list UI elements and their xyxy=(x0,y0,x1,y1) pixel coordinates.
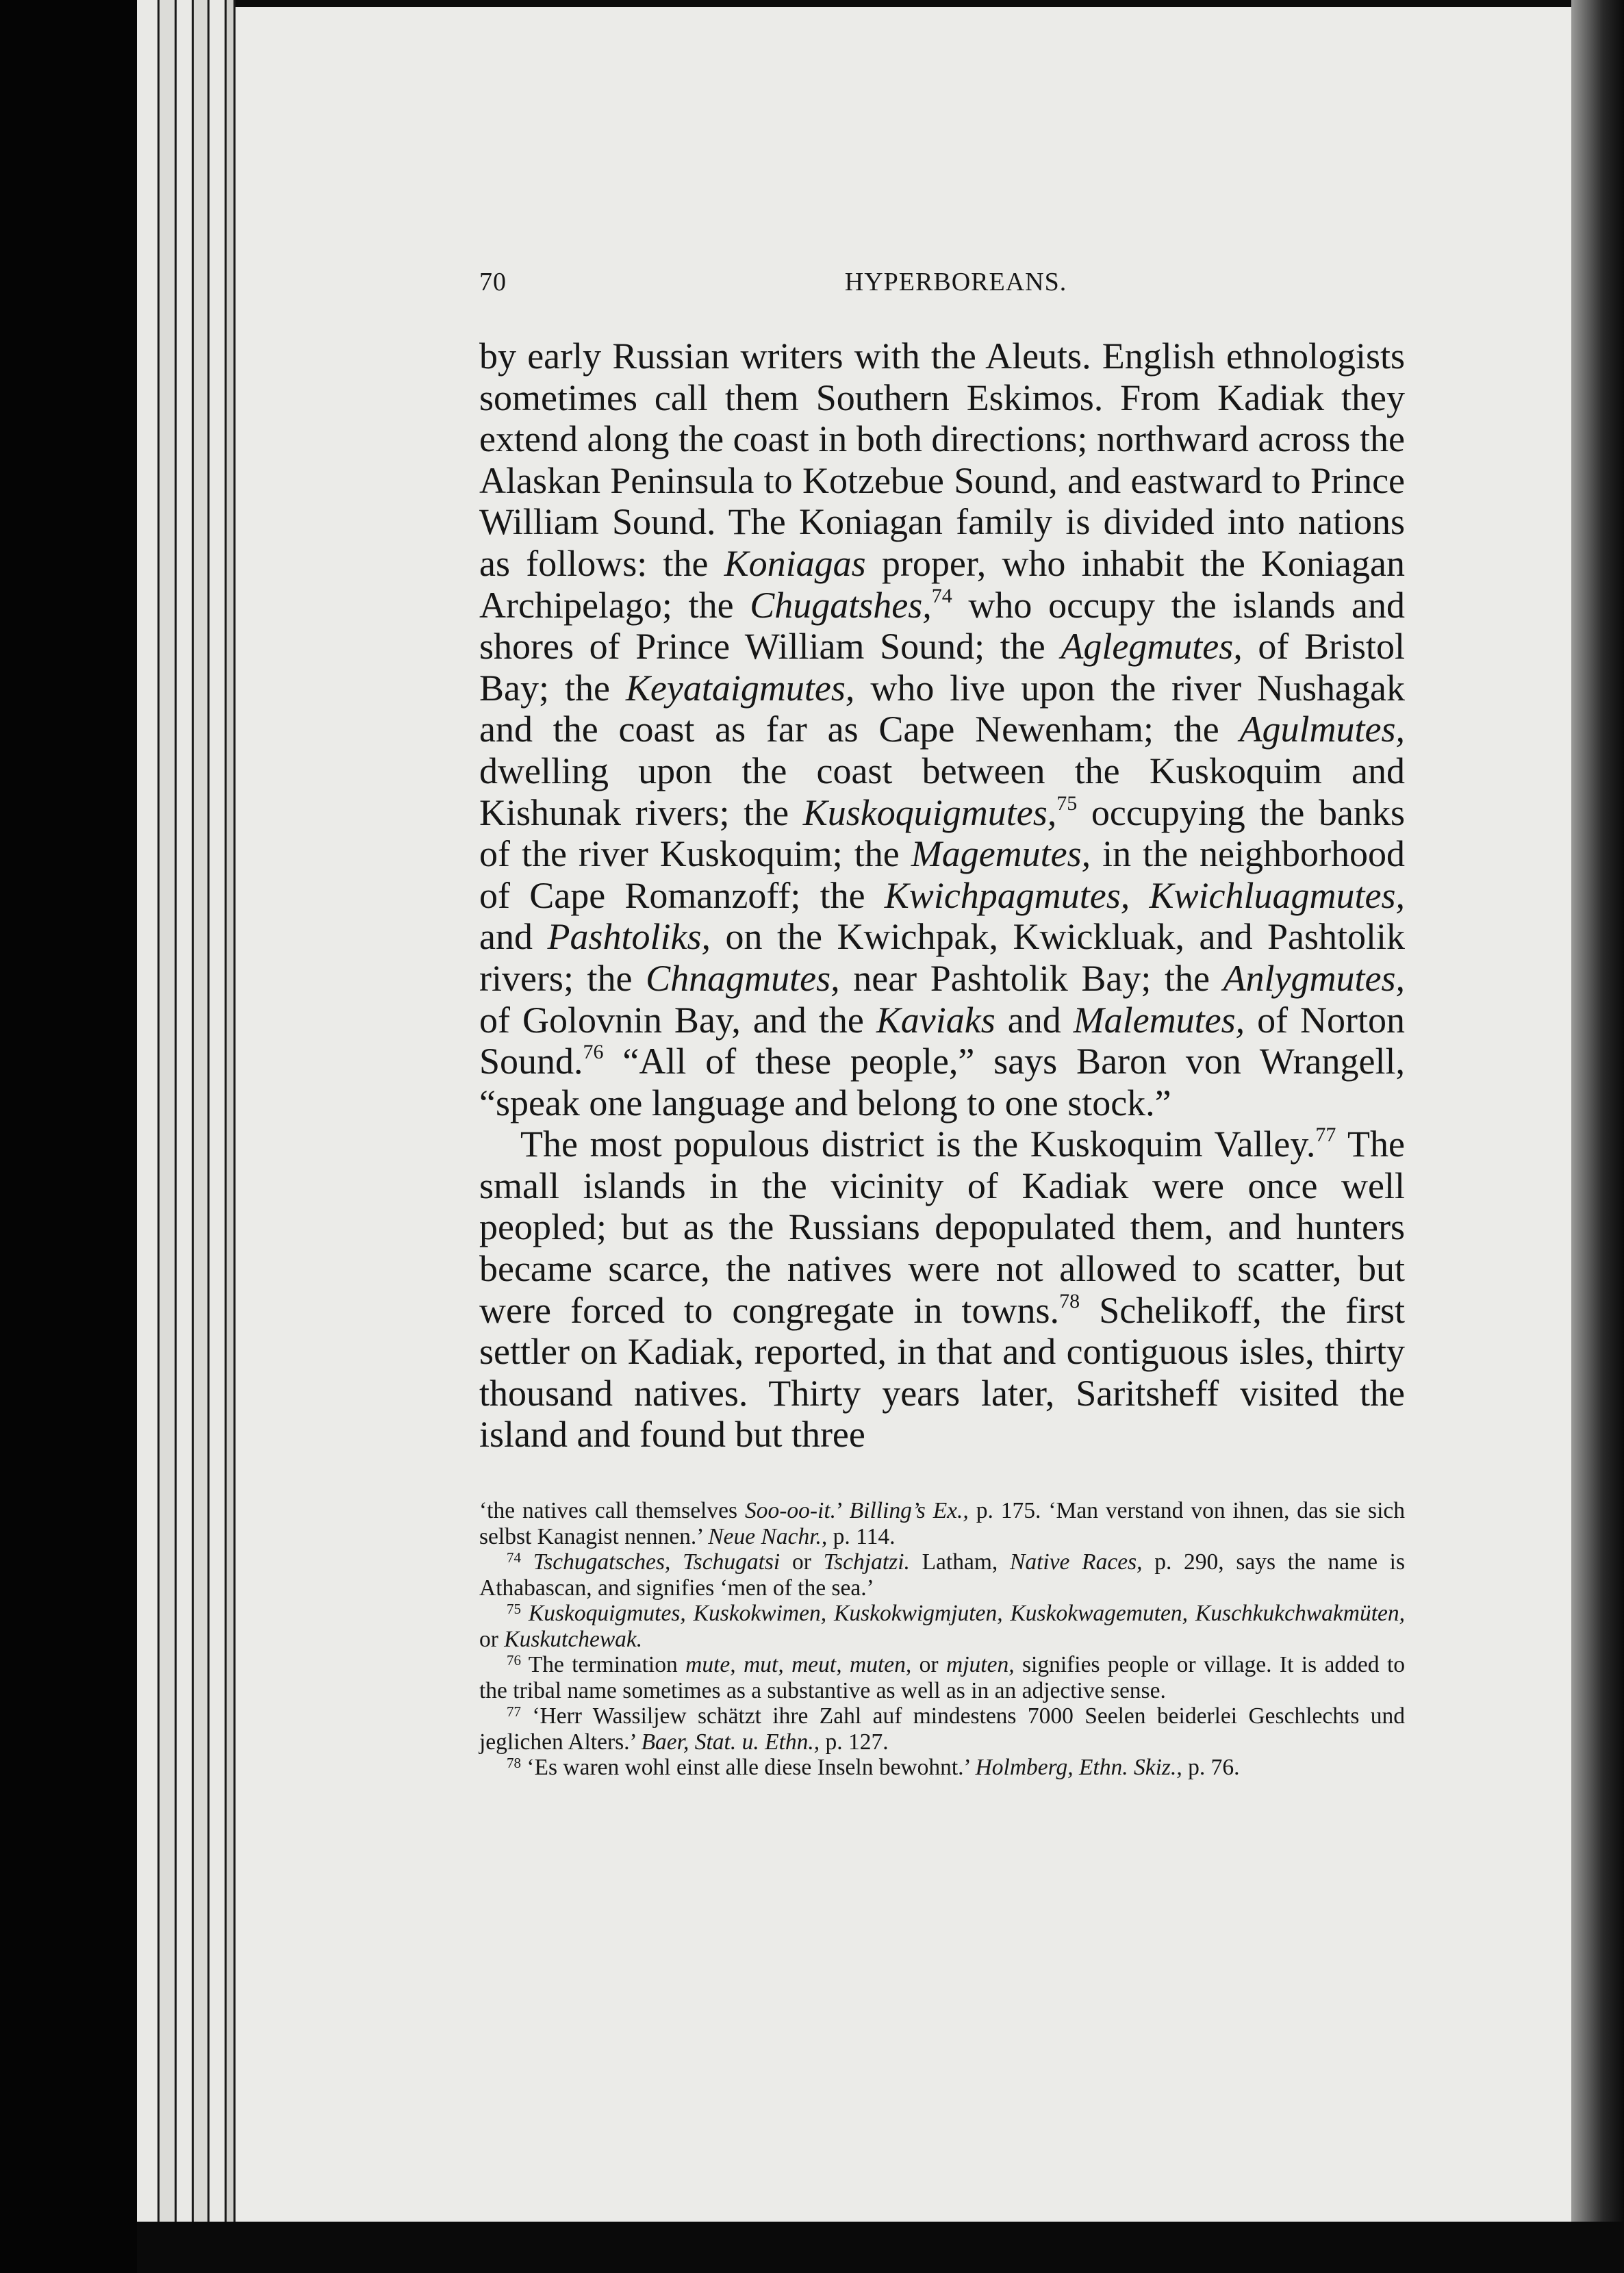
footnote-74: $^{74}$ Tschugatsches, Tschugatsi or Tschjatzi. Latham, Native Races, p. 290, says the name is Athabascan, and signifies ‘men of the sea.’ xyxy=(479,1549,1406,1601)
scan-left-border xyxy=(0,0,137,2273)
page-edge xyxy=(227,0,236,2252)
running-head xyxy=(479,267,1405,315)
footnote-ref: 77 xyxy=(1315,1123,1336,1147)
footnote-77: $^{77}$ ‘Herr Wassiljew schätzt ihre Zahl auf mindestens 7000 Seelen beiderlei Geschlechts und jeglichen Alters.’ Baer, Stat. u. Ethn., p. 127. xyxy=(479,1703,1405,1755)
paragraph: The most populous district is the Kuskoquim Valley.$^{77}$ The small islands in the vicinity of Kadiak were once well peopled; but as the Russians depopulated them, and hunters became scarce, the natives were not allowed to scatter, but were forced to congregate in towns.$^{78}$ Schelikoff, the first settler on Kadiak, reported, in that and contiguous isles, thirty thousand natives. Thirty years later, Saritsheff visited the island and found but three xyxy=(479,1123,1405,1456)
page-edge xyxy=(137,0,160,2252)
footnote-ref: 78 xyxy=(1059,1289,1080,1312)
page-content xyxy=(479,267,1405,1781)
footnote-ref: 74 xyxy=(931,584,952,607)
gutter-shadow xyxy=(1571,0,1624,2273)
page-edge xyxy=(177,0,194,2252)
body-text xyxy=(479,335,1405,1456)
footnote-75: $^{75}$ Kuskoquigmutes, Kuskokwimen, Kuskokwigmjuten, Kuskokwagemuten, Kuschkukchwakmüten, or Kuskutchewak. xyxy=(479,1601,1406,1652)
running-title: HYPERBOREANS. xyxy=(844,268,1067,296)
page-edge xyxy=(194,0,210,2252)
paragraph: by early Russian writers with the Aleuts. English ethnologists sometimes call them Southern Eskimos. From Kadiak they extend along the coast in both directions; northward across the Alaskan Peninsula to Kotzebue Sound, and eastward to Prince William Sound. The Koniagan family is divided into nations as follows: the Koniagas proper, who inhabit the Koniagan Archipelago; the Chugatshes,$^{74}$ who occupy the islands and shores of Prince William Sound; the Aglegmutes, of Bristol Bay; the Keyataigmutes, who live upon the river Nushagak and the coast as far as Cape Newenham; the Agulmutes, dwelling upon the coast between the Kuskoquim and Kishunak rivers; the Kuskoquigmutes,$^{75}$ occupying the banks of the river Kuskoquim; the Magemutes, in the neighborhood of Cape Romanzoff; the Kwichpagmutes, Kwichluagmutes, and Pashtoliks, on the Kwichpak, Kwickluak, and Pashtolik rivers; the Chnagmutes, near Pashtolik Bay; the Anlygmutes, of Golovnin Bay, and the Kaviaks and Malemutes, of Norton Sound.$^{76}$ “All of these people,” says Baron von Wrangell, “speak one language and belong to one stock.” xyxy=(479,335,1406,1123)
scan-bottom-border xyxy=(137,2222,1624,2273)
footnotes xyxy=(479,1498,1405,1781)
footnote-78: $^{78}$ ‘Es waren wohl einst alle diese Inseln bewohnt.’ Holmberg, Ethn. Skiz., p. 76. xyxy=(507,1755,1240,1781)
page-edge xyxy=(160,0,177,2252)
page-number: 70 xyxy=(479,268,507,296)
footnote-76: $^{76}$ The termination mute, mut, meut, muten, or mjuten, signifies people or village. It is added to the tribal name sometimes as a substantive as well as in an adjective sense. xyxy=(479,1652,1406,1703)
page-edge xyxy=(210,0,227,2252)
footnote-ref: 76 xyxy=(583,1041,604,1064)
footnote-continued: ‘the natives call themselves Soo-oo-it.’ Billing’s Ex., p. 175. ‘Man verstand von ihnen, das sie sich selbst Kanagist nennen.’ Neue Nachr., p. 114. xyxy=(479,1498,1406,1549)
footnote-ref: 75 xyxy=(1056,791,1078,815)
